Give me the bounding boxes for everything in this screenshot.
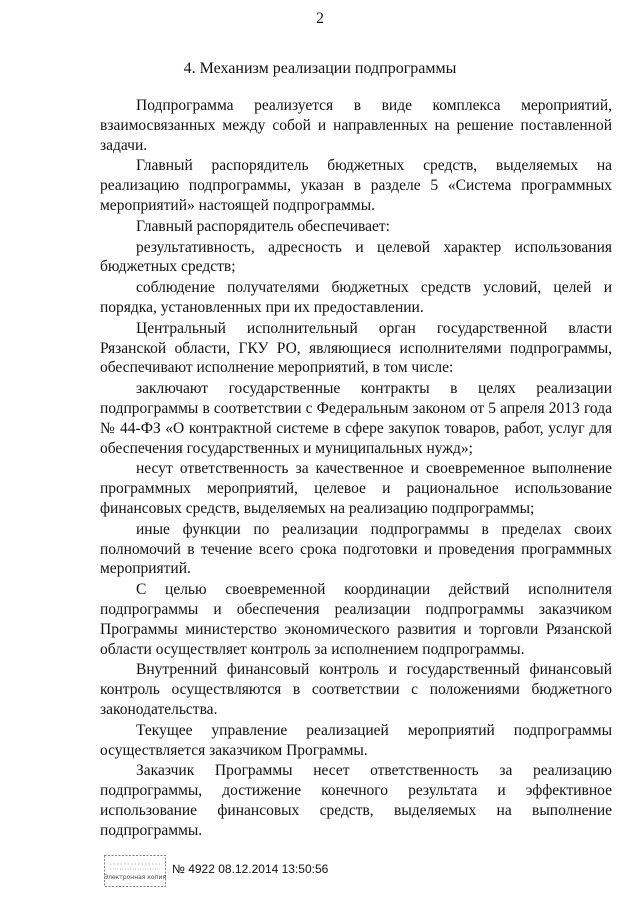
paragraph-1: Подпрограмма реализуется в виде комплекса мероприятий, взаимосвязанных между собой и направленных на решение поставленной задачи. [100, 97, 612, 154]
paragraph-7: заключают государственные контракты в целях реализации подпрограммы в соответствии с Федеральным законом от 5 апреля 2013 года № 44-ФЗ «О контрактной системе в сфере закупок товаров, работ, услуг для обеспечения государственных и муниципальных нужд»; [100, 380, 612, 457]
paragraph-10: С целью своевременной координации действий исполнителя подпрограммы и обеспечения реализации подпрограммы заказчиком Программы министерство экономического развития и торговли Рязанской области осуществляет контроль за исполнением подпрограммы. [100, 581, 612, 658]
svg-text:Электронная копия: Электронная копия [104, 874, 166, 881]
paragraph-2: Главный распорядитель бюджетных средств, выделяемых на реализацию подпрограммы, указан в разделе 5 «Система программных мероприятий» настоящей подпрограммы. [100, 157, 612, 214]
paragraph-12: Текущее управление реализацией мероприятий подпрограммы осуществляется заказчиком Программы. [100, 721, 612, 759]
document-body [100, 96, 612, 841]
page-number: 2 [316, 10, 324, 27]
stamp-icon [104, 855, 166, 887]
paragraph-4: результативность, адресность и целевой характер использования бюджетных средств; [100, 238, 612, 276]
paragraph-9: иные функции по реализации подпрограммы в пределах своих полномочий в течение всего срока подготовки и проведения программных мероприятий. [100, 520, 612, 578]
document-reference: № 4922 08.12.2014 13:50:56 [172, 862, 329, 876]
paragraph-3: Главный распорядитель обеспечивает: [136, 217, 390, 235]
paragraph-13: Заказчик Программы несет ответственность за реализацию подпрограммы, достижение конечного результата и эффективное использование финансовых средств, выделяемых на выполнение подпрограммы. [100, 762, 612, 839]
paragraph-8: несут ответственность за качественное и своевременное выполнение программных мероприятий, целевое и рациональное использование финансовых средств, выделяемых на реализацию подпрограммы; [100, 460, 612, 517]
section-heading: 4. Механизм реализации подпрограммы [183, 60, 457, 77]
paragraph-11: Внутренний финансовый контроль и государственный финансовый контроль осуществляются в соответствии с положениями бюджетного законодательства. [100, 661, 612, 718]
paragraph-5: соблюдение получателями бюджетных средств условий, целей и порядка, установленных при их предоставлении. [100, 279, 612, 316]
paragraph-6: Центральный исполнительный орган государственной власти Рязанской области, ГКУ РО, являющиеся исполнителями подпрограммы, обеспечивают исполнение мероприятий, в том числе: [100, 319, 612, 377]
document-footer [104, 855, 504, 889]
